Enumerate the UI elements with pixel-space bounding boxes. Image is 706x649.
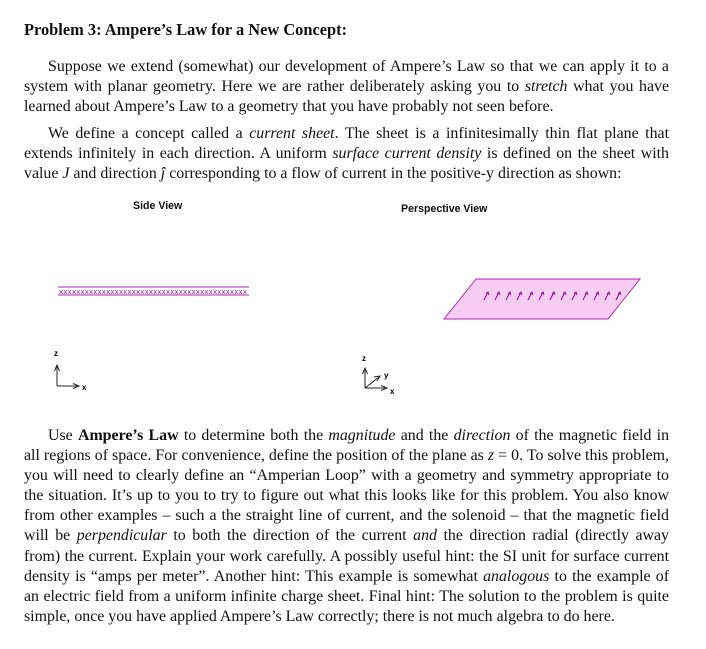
side-view-sheet [55, 283, 255, 299]
p2-emph-surface-current-density: surface current density [332, 145, 482, 163]
p1-text-b: what you have learned about Ampere’s Law to a geometry that you have probably not seen before. [24, 78, 670, 116]
p2-symbol-J: J [62, 165, 70, 183]
intro-paragraph [24, 57, 669, 117]
task-paragraph [24, 426, 669, 627]
side-view-axes [50, 345, 100, 400]
p2-text-e: corresponding to a flow of current in the positive-y direction as shown: [165, 165, 622, 183]
p2-symbol-jhat: ĵ [160, 165, 166, 183]
p3-text-h: to the example of an electric field from a uniform infinite charge sheet. Final hint: The solution to the problem is quite simple, once you have applied Ampere’s Law correctly; there is not much algebra to do here. [24, 567, 670, 625]
problem-title: Problem 3: Ampere’s Law for a New Concept: [24, 20, 348, 39]
p1-text-a: Suppose we extend (somewhat) our development of Ampere’s Law so that we can apply it to a system with planar geometry. Here we are rather deliberately asking you to [24, 58, 669, 96]
p3-emph-direction: direction [453, 427, 511, 444]
perspective-view-label: Perspective View [401, 203, 488, 215]
side-sheet-x-marks: xxxxxxxxxxxxxxxxxxxxxxxxxxxxxxxxxxxxxxxxxxxx [59, 288, 248, 296]
p3-text-f: to both the direction of the current [166, 527, 414, 545]
p3-text-b: to determine both the [178, 427, 329, 444]
perspective-sheet-plane [444, 279, 640, 319]
side-axis-arrows [55, 365, 80, 389]
p1-emph-stretch: stretch [524, 78, 568, 96]
p2-text-d: and direction [69, 165, 161, 183]
p3-emph-magnitude: magnitude [328, 427, 396, 444]
p3-emph-perpendicular: perpendicular [76, 527, 167, 545]
p2-emph-current-sheet: current sheet [249, 125, 335, 142]
side-view-label: Side View [133, 200, 183, 212]
p3-text-a: Use [48, 427, 78, 444]
side-axis-z-label: z [54, 349, 58, 358]
definition-paragraph [24, 124, 669, 184]
p3-text-c: and the [395, 427, 454, 444]
p3-text-g: the direction radial (directly away from) the current. Explain your work carefully. A possibly useful hint: the SI unit for surface current density is “amps per meter”. Another hint: This example is somewhat [24, 527, 669, 585]
perspective-view-sheet [440, 276, 650, 326]
p3-emph-analogous: analogous [483, 567, 550, 585]
persp-axis-z-label: z [362, 354, 366, 363]
p3-text-d: of the magnetic field in all regions of space. For convenience, define the position of the plane as [24, 427, 670, 465]
p3-text-e: = 0. To solve this problem, you will need to clearly define an “Amperian Loop” with a geometry and symmetry appropriate to the situation. It’s up to you to try to figure out what this looks like for this problem. You also know from other examples – such a the straight line of current, and the solenoid – that the magnetic field will be [24, 447, 669, 545]
persp-axis-x-label: x [390, 387, 395, 396]
p3-symbol-z: z [487, 447, 495, 465]
p3-emph-and: and [413, 527, 437, 545]
perspective-view-axes [358, 350, 418, 405]
persp-axis-y-label: y [384, 371, 389, 380]
p3-bold-amperes-law: Ampere’s Law [77, 427, 179, 444]
side-axis-x-label: x [82, 383, 87, 392]
p2-text-b: . The sheet is a infinitesimally thin flat plane that extends infinitely in each direction. A uniform [24, 125, 669, 163]
p2-text-a: We define a concept called a [48, 125, 250, 142]
p2-text-c: is defined on the sheet with value [24, 145, 669, 183]
